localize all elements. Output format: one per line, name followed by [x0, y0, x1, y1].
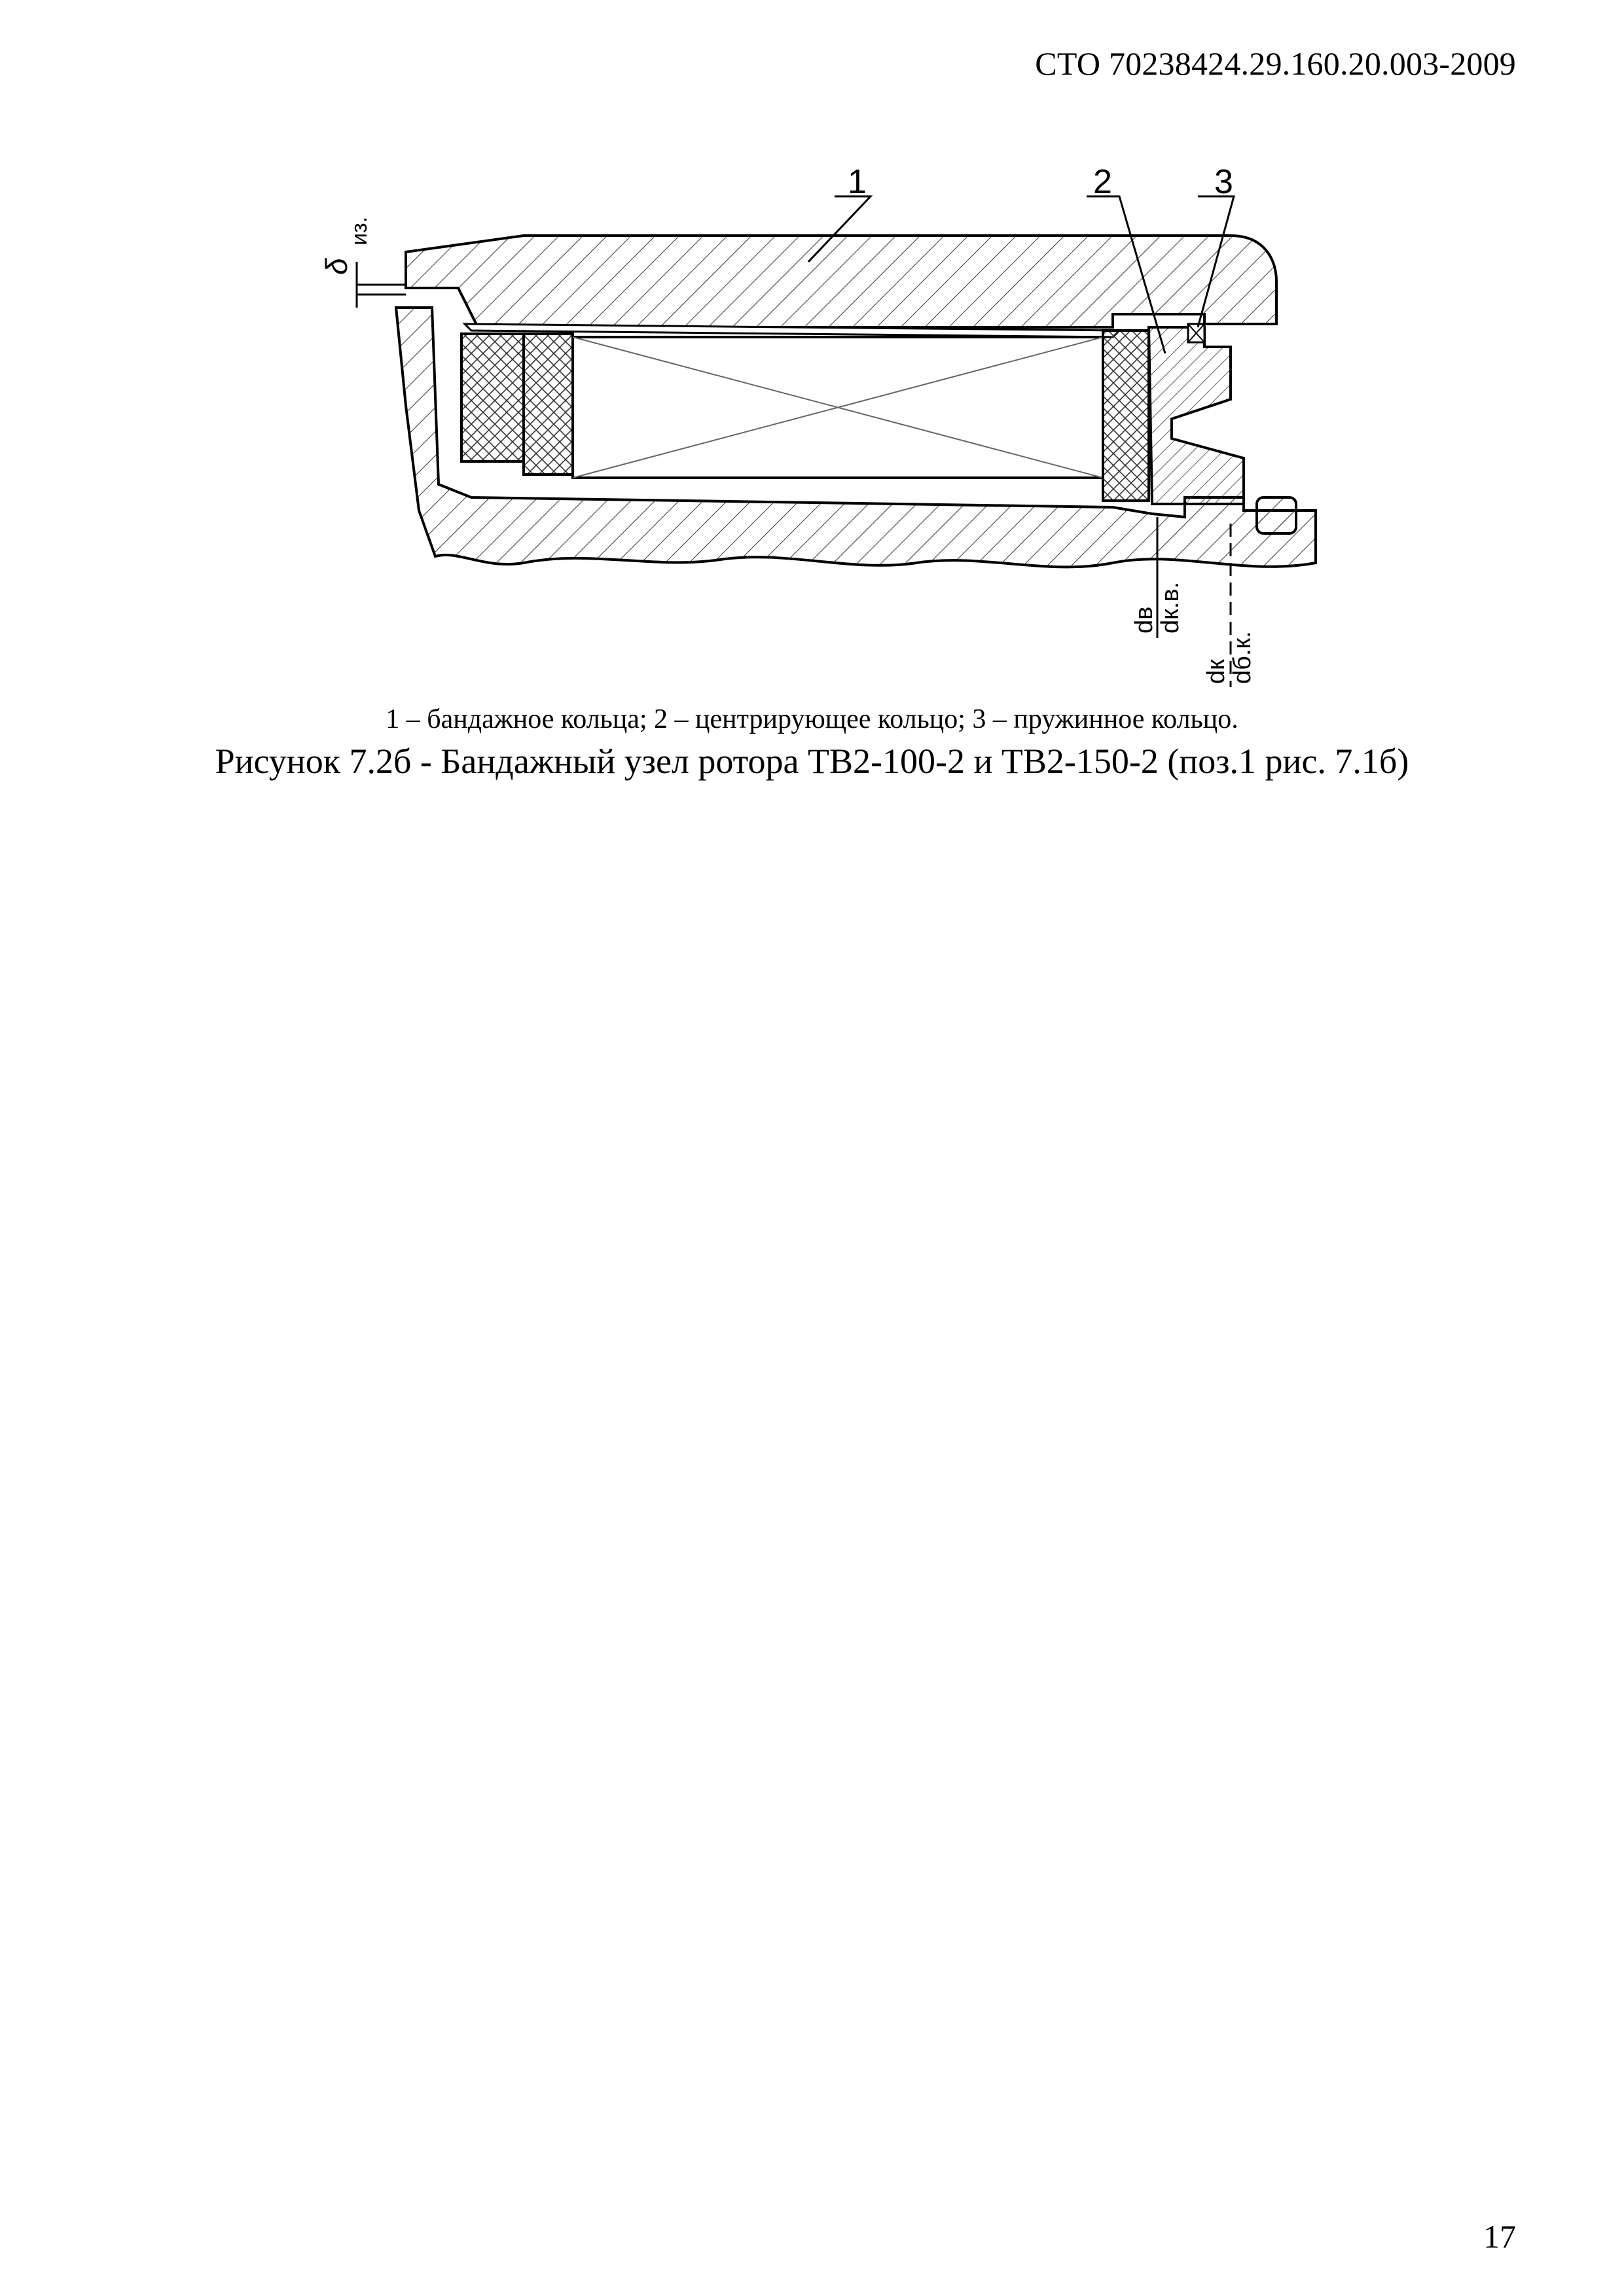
- dim-delta-sub: из.: [347, 216, 372, 245]
- dim-dbk-label: dб.к.: [1229, 631, 1256, 684]
- left-insulation-block: [461, 334, 524, 461]
- callout-2: 2: [1093, 163, 1112, 201]
- figure-legend: 1 – бандажное кольца; 2 – центрирующее кольцо; 3 – пружинное кольцо.: [386, 704, 1238, 734]
- document-code: СТО 70238424.29.160.20.003-2009: [1035, 45, 1516, 82]
- right-insulation-block: [1103, 331, 1149, 501]
- dim-delta-label: δ: [319, 258, 353, 275]
- rotor-retaining-ring-drawing: [0, 0, 1624, 720]
- shaft-shoulder: [1257, 497, 1296, 533]
- callout-3: 3: [1214, 163, 1233, 201]
- page-number: 17: [1483, 2218, 1516, 2255]
- callout-1: 1: [848, 163, 867, 201]
- left-insulation-block-2: [524, 334, 573, 475]
- insulation-thickness-dimension: [357, 262, 406, 308]
- dim-dkv-label: dк.в.: [1157, 581, 1184, 634]
- retaining-ring: [406, 236, 1276, 327]
- dim-dk-label: dк: [1202, 659, 1230, 684]
- dim-db-label: dв: [1130, 606, 1158, 634]
- figure-caption: Рисунок 7.2б - Бандажный узел ротора ТВ2-100-2 и ТВ2-150-2 (поз.1 рис. 7.1б): [215, 742, 1409, 781]
- centering-ring: [1149, 327, 1244, 504]
